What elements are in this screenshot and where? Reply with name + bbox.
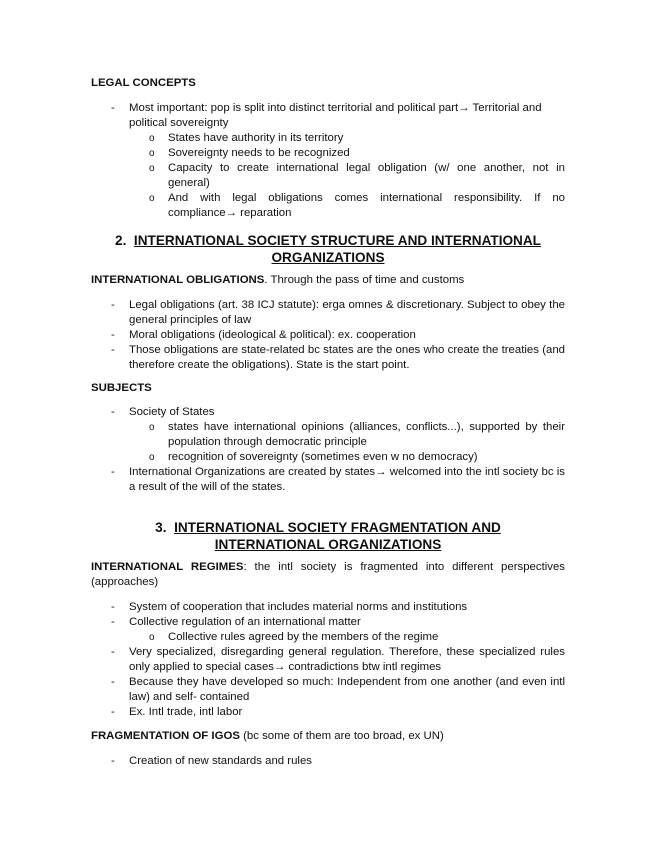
obligations-paragraph bbox=[91, 273, 565, 288]
sub-item-text: States have authority in its territory bbox=[168, 132, 344, 144]
list-item-text: Because they have developed so much: Independent from one another (and even intl law) and self- contained bbox=[129, 676, 565, 703]
list-item bbox=[91, 705, 565, 720]
regimes-label: INTERNATIONAL REGIMES bbox=[91, 561, 244, 573]
dash-marker: - bbox=[111, 601, 115, 613]
obligations-label: INTERNATIONAL OBLIGATIONS bbox=[91, 274, 265, 286]
section-3-heading bbox=[91, 519, 565, 553]
circle-marker: o bbox=[149, 422, 155, 433]
list-item-text: Legal obligations (art. 38 ICJ statute): erga omnes & discretionary. Subject to obey the general principles of law bbox=[129, 299, 565, 326]
list-item bbox=[91, 754, 565, 769]
list-item bbox=[91, 328, 565, 343]
list-item bbox=[91, 343, 565, 373]
subjects-list bbox=[91, 405, 565, 495]
sub-item-text: Collective rules agreed by the members of the regime bbox=[168, 631, 439, 643]
igos-text: (bc some of them are too broad, ex UN) bbox=[239, 730, 444, 742]
section-number: 3. bbox=[155, 520, 167, 535]
dash-marker: - bbox=[111, 466, 115, 478]
dash-marker: - bbox=[111, 616, 115, 628]
dash-marker: - bbox=[111, 406, 115, 418]
section-2-heading bbox=[91, 232, 565, 266]
sub-item-text: states have international opinions (alliances, conflicts...), supported by their population through democratic principle bbox=[168, 421, 565, 448]
list-item bbox=[91, 298, 565, 328]
dash-marker: - bbox=[111, 344, 115, 356]
obligations-list bbox=[91, 298, 565, 373]
dash-marker: - bbox=[111, 646, 115, 658]
sub-item-text: recognition of sovereignty (sometimes even w no democracy) bbox=[168, 451, 478, 463]
list-item bbox=[91, 615, 565, 645]
circle-marker: o bbox=[149, 193, 155, 204]
regimes-list bbox=[91, 600, 565, 720]
list-item-text: International Organizations are created by states→ welcomed into the intl society bc is a result of the will of the states. bbox=[129, 466, 565, 493]
list-item-text: Ex. Intl trade, intl labor bbox=[129, 706, 243, 718]
legal-concepts-sublist bbox=[129, 131, 565, 221]
sub-item-text: Sovereignty needs to be recognized bbox=[168, 147, 350, 159]
circle-marker: o bbox=[149, 133, 155, 144]
list-item-text: Those obligations are state-related bc states are the ones who create the treaties (and therefore create the obligations). State is the start point. bbox=[129, 344, 565, 371]
igos-list bbox=[91, 754, 565, 769]
circle-marker: o bbox=[149, 163, 155, 174]
obligations-text: . Through the pass of time and customs bbox=[264, 274, 465, 286]
circle-marker: o bbox=[149, 632, 155, 643]
section-title-line1: INTERNATIONAL SOCIETY FRAGMENTATION AND bbox=[174, 520, 501, 535]
sub-list-item bbox=[91, 191, 565, 221]
sub-list-item bbox=[91, 630, 565, 645]
legal-concepts-heading: LEGAL CONCEPTS bbox=[91, 77, 196, 89]
sub-item-text: And with legal obligations comes international responsibility. If no compliance→ reparation bbox=[168, 192, 565, 219]
sub-list-item bbox=[91, 161, 565, 191]
list-item-text: Most important: pop is split into distinct territorial and political part→ Territorial and political sovereignty bbox=[129, 102, 542, 129]
list-item-text: System of cooperation that includes material norms and institutions bbox=[129, 601, 468, 613]
section-title-line2: INTERNATIONAL ORGANIZATIONS bbox=[214, 537, 442, 552]
circle-marker: o bbox=[149, 452, 155, 463]
regimes-sublist bbox=[129, 630, 565, 645]
list-item-text: Very specialized, disregarding general regulation. Therefore, these specialized rules only applied to special cases→ contradictions btw intl regimes bbox=[129, 646, 565, 673]
subjects-heading: SUBJECTS bbox=[91, 382, 152, 394]
sub-list-item bbox=[91, 146, 565, 161]
list-item bbox=[91, 101, 565, 221]
sub-list-item bbox=[91, 420, 565, 450]
list-item bbox=[91, 645, 565, 675]
igos-label: FRAGMENTATION OF IGOS bbox=[91, 730, 240, 742]
list-item-text: Society of States bbox=[129, 406, 215, 418]
page-content bbox=[91, 76, 565, 769]
section-number: 2. bbox=[115, 233, 127, 248]
list-item bbox=[91, 675, 565, 705]
dash-marker: - bbox=[111, 299, 115, 311]
list-item bbox=[91, 600, 565, 615]
dash-marker: - bbox=[111, 676, 115, 688]
dash-marker: - bbox=[111, 329, 115, 341]
list-item bbox=[91, 465, 565, 495]
sub-list-item bbox=[91, 131, 565, 146]
section-title-line2: ORGANIZATIONS bbox=[271, 250, 385, 265]
legal-concepts-list bbox=[91, 101, 565, 221]
sub-item-text: Capacity to create international legal obligation (w/ one another, not in general) bbox=[168, 162, 565, 189]
list-item bbox=[91, 405, 565, 465]
subjects-sublist bbox=[129, 420, 565, 465]
regimes-paragraph bbox=[91, 560, 565, 590]
circle-marker: o bbox=[149, 148, 155, 159]
dash-marker: - bbox=[111, 706, 115, 718]
list-item-text: Moral obligations (ideological & political): ex. cooperation bbox=[129, 329, 416, 341]
list-item-text: Creation of new standards and rules bbox=[129, 755, 312, 767]
sub-list-item bbox=[91, 450, 565, 465]
section-title-line1: INTERNATIONAL SOCIETY STRUCTURE AND INTERNATIONAL bbox=[133, 233, 541, 248]
dash-marker: - bbox=[111, 755, 115, 767]
regimes-text: : the intl society is fragmented into different perspectives (approaches) bbox=[91, 561, 565, 588]
list-item-text: Collective regulation of an international matter bbox=[129, 616, 361, 628]
dash-marker: - bbox=[111, 102, 115, 114]
igos-paragraph bbox=[91, 729, 565, 744]
